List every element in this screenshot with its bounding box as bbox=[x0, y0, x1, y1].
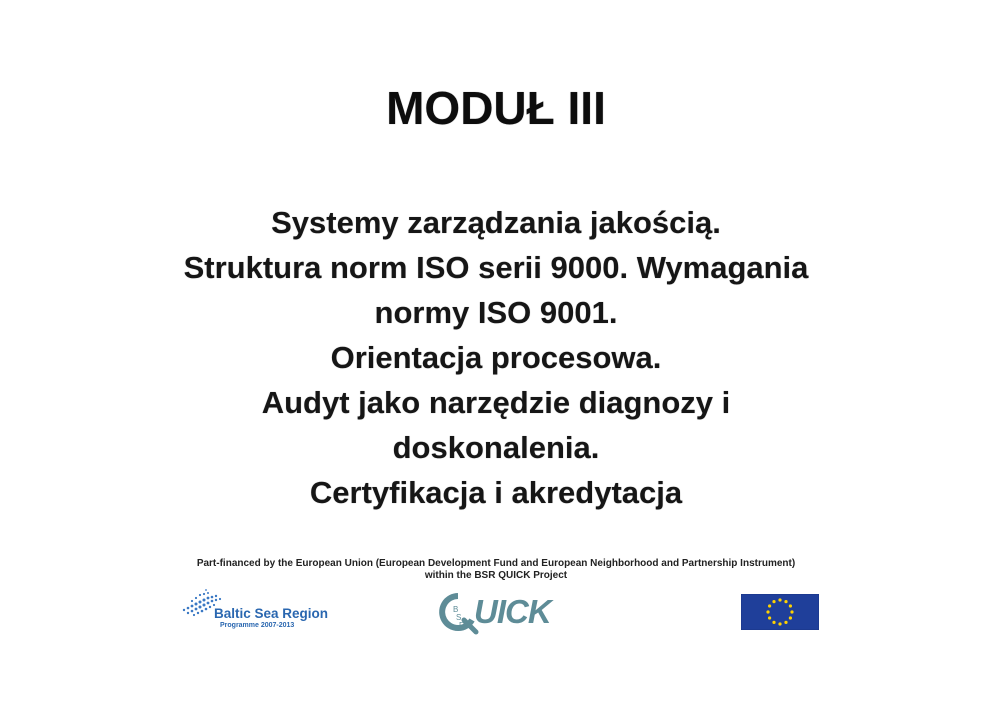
subtitle-line: normy ISO 9001. bbox=[374, 295, 618, 330]
baltic-sea-region-logo bbox=[180, 588, 355, 634]
subtitle-line: Orientacja procesowa. bbox=[330, 340, 662, 375]
subtitle-line: Struktura norm ISO serii 9000. Wymagania bbox=[183, 250, 809, 285]
slide-title: MODUŁ III bbox=[386, 82, 606, 134]
subtitle-line: doskonalenia. bbox=[392, 430, 600, 465]
quick-ring-letter-s: S bbox=[456, 613, 462, 622]
bsr-programme: Programme 2007-2013 bbox=[220, 622, 295, 629]
bsr-name: Baltic Sea Region bbox=[214, 606, 329, 621]
subtitle-line: Audyt jako narzędzie diagnozy i bbox=[261, 385, 731, 420]
quick-logo bbox=[438, 590, 580, 638]
quick-wordmark: UICK bbox=[474, 593, 551, 630]
quick-ring-letter-r: R bbox=[459, 621, 465, 630]
eu-flag-icon bbox=[741, 594, 819, 630]
financing-line: within the BSR QUICK Project bbox=[424, 570, 568, 581]
quick-ring-letter-b: B bbox=[453, 605, 459, 614]
financing-note bbox=[120, 558, 872, 582]
slide-subtitle bbox=[60, 200, 932, 515]
subtitle-line: Certyfikacja i akredytacja bbox=[309, 475, 683, 510]
financing-line: Part-financed by the European Union (European Development Fund and European Neighborhood and Partnership Instrument) bbox=[196, 558, 796, 569]
subtitle-line: Systemy zarządzania jakością. bbox=[271, 205, 721, 240]
